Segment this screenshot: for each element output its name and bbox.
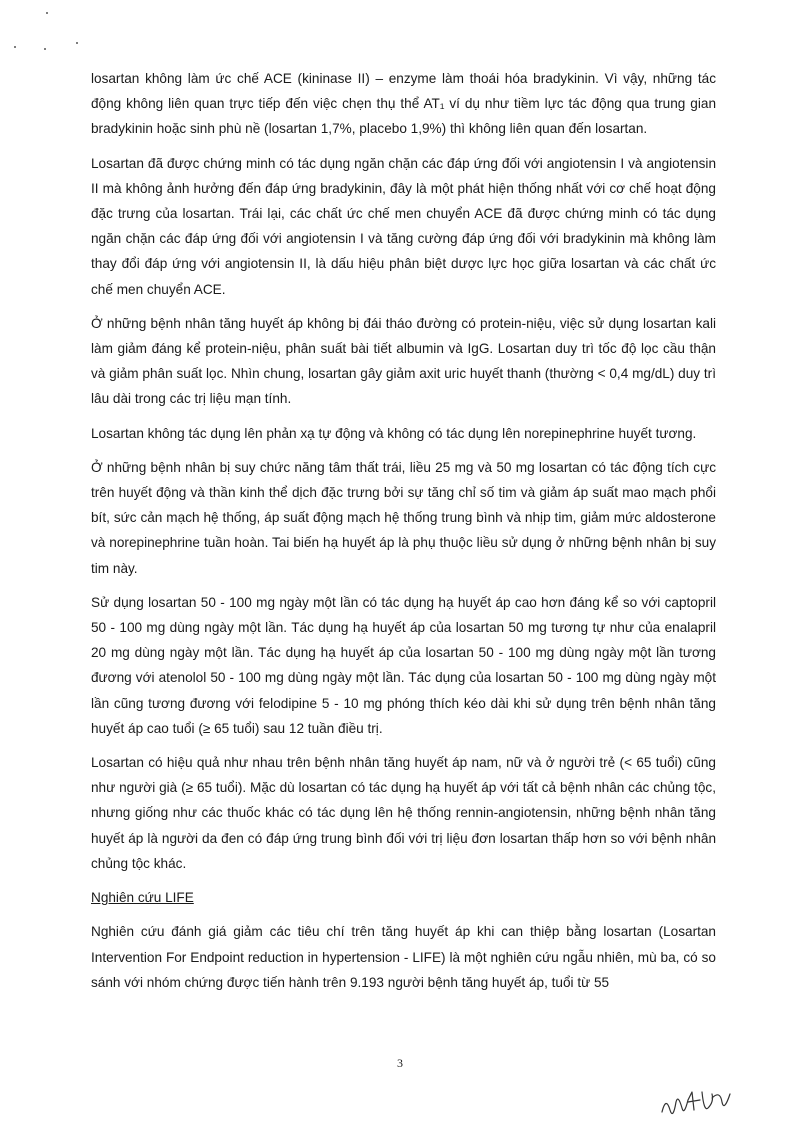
scan-speck	[14, 46, 16, 48]
paragraph: Nghiên cứu đánh giá giảm các tiêu chí trên tăng huyết áp khi can thiệp bằng losartan (Losartan Intervention For Endpoint reduction in hypertension - LIFE) là một nghiên cứu ngẫu nhiên, mù ba, có so sánh với nhóm chứng được tiến hành trên 9.193 người bệnh tăng huyết áp, tuổi từ 55	[91, 924, 716, 990]
page-number: 3	[397, 1056, 403, 1070]
paragraph: Ở những bệnh nhân tăng huyết áp không bị đái tháo đường có protein-niệu, việc sử dụng losartan kali làm giảm đáng kể protein-niệu, phân suất bài tiết albumin và IgG. Losartan duy trì tốc độ lọc cầu thận và giảm phân suất lọc. Nhìn chung, losartan gây giảm axit uric huyết thanh (thường < 0,4 mg/dL) duy trì lâu dài trong các trị liệu mạn tính.	[91, 315, 716, 407]
paragraph: Losartan không tác dụng lên phản xạ tự động và không có tác dụng lên norepinephrine huyết tương.	[91, 425, 697, 441]
handwritten-signature	[658, 1082, 738, 1122]
paragraph: Ở những bệnh nhân bị suy chức năng tâm thất trái, liều 25 mg và 50 mg losartan có tác động tích cực trên huyết động và thần kinh thể dịch đặc trưng bởi sự tăng chỉ số tim và giảm áp suất mao mạch phổi bít, sức cản mạch hệ thống, áp suất động mạch hệ thống trung bình và nhịp tim, giảm mức aldosterone và norepinephrine tuần hoàn. Tai biến hạ huyết áp là phụ thuộc liều sử dụng ở những bệnh nhân bị suy tim này.	[91, 459, 716, 576]
section-heading: Nghiên cứu LIFE	[91, 890, 194, 906]
paragraph: losartan không làm ức chế ACE (kininase II) – enzyme làm thoái hóa bradykinin. Vì vậy, những tác động không liên quan trực tiếp đến việc chẹn thụ thể AT₁ ví dụ như tiềm lực tác động qua trung gian bradykinin hoặc sinh phù nề (losartan 1,7%, placebo 1,9%) thì không liên quan đến losartan.	[91, 71, 716, 137]
document-body	[91, 66, 716, 1004]
paragraph: Losartan có hiệu quả như nhau trên bệnh nhân tăng huyết áp nam, nữ và ở người trẻ (< 65 tuổi) cũng như người già (≥ 65 tuổi). Mặc dù losartan có tác dụng hạ huyết áp với tất cả bệnh nhân các chủng tộc, nhưng giống như các thuốc khác có tác dụng lên hệ thống rennin-angiotensin, những bệnh nhân tăng huyết áp là người da đen có đáp ứng trung bình đối với trị liệu đơn losartan thấp hơn so với bệnh nhân chủng tộc khác.	[91, 755, 716, 871]
scan-speck	[46, 12, 48, 14]
scan-speck	[76, 42, 78, 44]
paragraph: Sử dụng losartan 50 - 100 mg ngày một lần có tác dụng hạ huyết áp cao hơn đáng kể so với captopril 50 - 100 mg dùng ngày một lần. Tác dụng hạ huyết áp của losartan 50 mg tương tự như của enalapril 20 mg dùng ngày một lần. Tác dụng hạ huyết áp của losartan 50 - 100 mg dùng ngày một lần tương đương với atenolol 50 - 100 mg dùng ngày một lần. Tác dụng của losartan 50 - 100 mg dùng ngày một lần cũng tương đương với felodipine 5 - 10 mg phóng thích kéo dài khi sử dụng trên bệnh nhân tăng huyết áp cao tuổi (≥ 65 tuổi) sau 12 tuần điều trị.	[91, 594, 716, 736]
paragraph: Losartan đã được chứng minh có tác dụng ngăn chặn các đáp ứng đối với angiotensin I và angiotensin II mà không ảnh hưởng đến đáp ứng bradykinin, đây là một phát hiện thống nhất với cơ chế hoạt động đặc trưng của losartan. Trái lại, các chất ức chế men chuyển ACE đã được chứng minh có tác dụng ngăn chặn các đáp ứng đối với angiotensin I và tăng cường đáp ứng đối với bradykinin mà không làm thay đổi đáp ứng với angiotensin II, là dấu hiệu phân biệt dược lực học giữa losartan và các chất ức chế men chuyển ACE.	[91, 155, 716, 297]
scan-speck	[44, 48, 46, 50]
